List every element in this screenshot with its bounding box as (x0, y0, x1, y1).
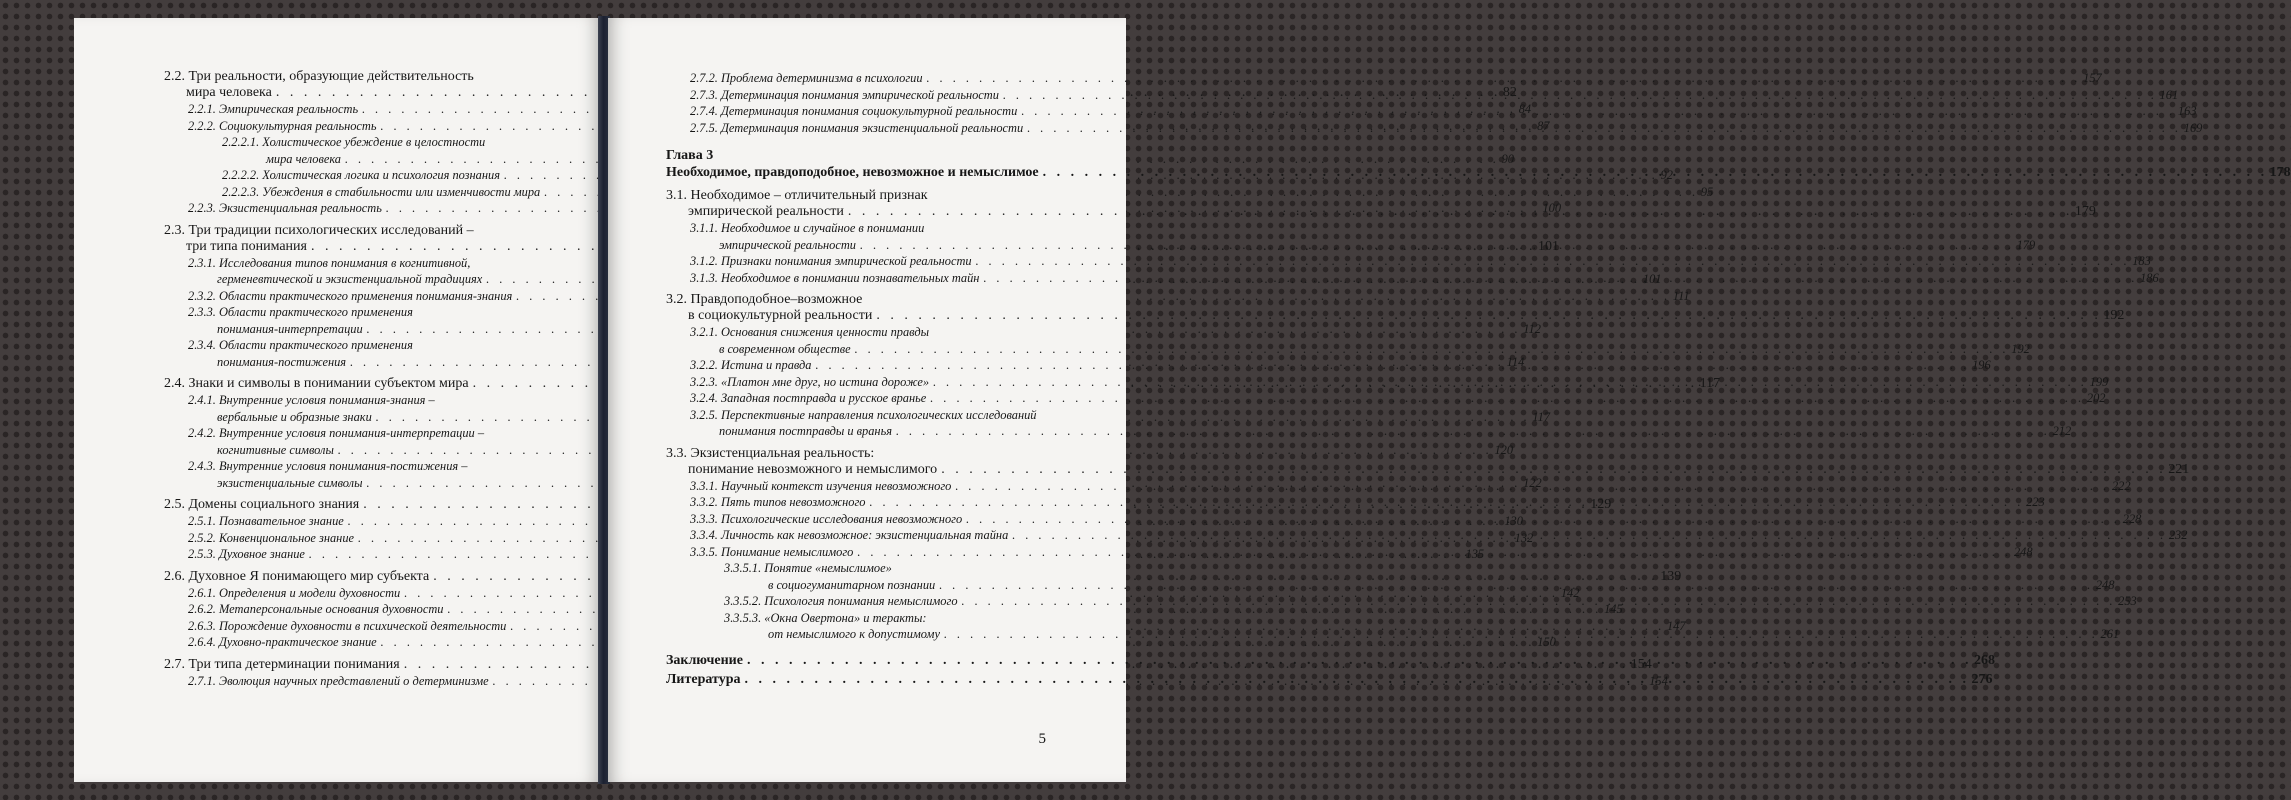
toc-page-number: 122 (1523, 475, 1542, 490)
toc-page-number: 192 (2103, 308, 2125, 323)
toc-entry-line-wrap (724, 560, 1096, 577)
leader-dots (870, 494, 2025, 511)
toc-entry-title: 2.4.3. Внутренние условия понимания-постижения – (188, 459, 468, 473)
toc-entry-title: 3.3.5.2. Психология понимания немыслимого (724, 594, 958, 608)
toc-entry-title: 3.2.1. Основания снижения ценности правды (690, 325, 929, 339)
toc-entry-title: 2.7. Три типа детерминации понимания (164, 656, 400, 672)
toc-entry-title: 3.1.1. Необходимое и случайное в понимании (690, 221, 925, 235)
toc-entry-line-wrap (666, 446, 1096, 462)
toc-entry-title: 2.2. Три реальности, образующие действительность (164, 69, 474, 84)
toc-entry-sub (666, 253, 2151, 270)
chapter-label: Глава 3 (666, 148, 714, 163)
toc-entry-title: 2.2.1. Эмпирическая реальность (188, 102, 359, 116)
toc-entry-line-wrap (690, 407, 1096, 424)
toc-page-number: 139 (1660, 568, 1682, 584)
toc-entry-sub (666, 390, 2106, 407)
toc-page-number: 196 (1972, 358, 1991, 372)
toc-page-number: 117 (1532, 409, 1551, 424)
toc-entry-title: эмпирической реальности (688, 204, 844, 219)
page-number: 5 (1038, 731, 1046, 747)
toc-entry-title: 3.3.5.1. Понятие «немыслимое» (724, 561, 892, 575)
chapter-page-number: 178 (2269, 165, 2291, 180)
toc-entry-line-wrap (690, 220, 1096, 237)
toc-entry-line-wrap (188, 392, 652, 409)
toc-entry-line (690, 341, 2030, 358)
toc-entry-title: экзистенциальные символы (217, 475, 363, 490)
toc-page-number: 202 (2086, 391, 2106, 405)
toc-page-number: 253 (2118, 594, 2137, 608)
leader-dots (1027, 120, 2182, 137)
toc-page-number: 179 (2016, 237, 2036, 252)
toc-entry-title: 3.1. Необходимое – отличительный признак (666, 188, 928, 203)
toc-page-number: 142 (1560, 585, 1580, 600)
toc-entry-title: 2.2.2. Социокультурная реальность (188, 118, 377, 133)
toc-entry-title: 2.5.1. Познавательное знание (188, 514, 344, 528)
leader-dots (939, 577, 2094, 594)
toc-entry-title: мира человека (186, 85, 272, 100)
toc-entry-title: 2.2.2.3. Убеждения в стабильности или изменчивости мира (222, 184, 541, 199)
toc-page-number: 101 (1537, 238, 1559, 254)
toc-entry-line-wrap (666, 188, 1096, 204)
toc-entry-line (690, 253, 2151, 270)
toc-entry-line-wrap (188, 304, 652, 321)
toc-entry-title: три типа понимания (186, 238, 307, 254)
toc-page-number: 169 (2183, 120, 2203, 135)
leader-dots (855, 341, 2010, 358)
toc-entry-title: 3.2. Правдоподобное–возможное (666, 292, 863, 307)
leader-dots (816, 357, 1971, 374)
toc-entry-line-wrap (222, 134, 652, 151)
toc-page-number: 179 (2074, 204, 2096, 219)
toc-page-number: 222 (2111, 478, 2131, 493)
toc-entry-title: 3.2.3. «Платон мне друг, но истина дороже» (690, 374, 930, 389)
toc-entry-line-wrap (164, 69, 652, 85)
toc-entry-title: от немыслимого к допустимому (768, 627, 940, 641)
toc-entry-title: в социогуманитарном познании (768, 577, 936, 592)
toc-page-number: 232 (2168, 528, 2188, 542)
toc-entry-title: 2.6.4. Духовно-практическое знание (188, 635, 377, 649)
toc-entry-line-wrap (164, 223, 652, 239)
toc-entry-title: 2.3.1. Исследования типов понимания в когнитивной, (188, 255, 471, 270)
toc-page-number: 117 (1699, 376, 1721, 391)
toc-entry-title: 2.2.3. Экзистенциальная реальность (188, 201, 382, 215)
toc-entry-title: 2.5.3. Духовное знание (188, 547, 305, 561)
leader-dots (745, 670, 1970, 689)
toc-entry-title: когнитивные символы (217, 442, 334, 457)
toc-page-number: 268 (1973, 652, 1995, 668)
leader-dots (944, 626, 2099, 643)
toc-entry-title: 2.3.4. Области практического применения (188, 338, 413, 352)
toc-page-number: 101 (1642, 272, 1662, 286)
toc-entry-line-wrap (188, 458, 652, 475)
toc-page-number: 199 (2089, 374, 2109, 389)
toc-entry-line-wrap (188, 255, 652, 272)
toc-entry-title: 2.7.3. Детерминация понимания эмпирической реальности (690, 87, 999, 102)
toc-entry-line-wrap (188, 425, 652, 442)
toc-page-number: 129 (1590, 497, 1612, 512)
toc-entry-title: 3.3.5.3. «Окна Овертона» и теракты: (724, 610, 927, 625)
toc-entry-line-wrap (690, 324, 1096, 341)
toc-page-number: 161 (2159, 87, 2179, 102)
toc-entry-title: 2.6. Духовное Я понимающего мир субъекта (164, 568, 430, 584)
toc-page-number: 223 (2026, 495, 2045, 509)
toc-entry-title: 3.3.1. Научный контекст изучения невозможного (690, 478, 952, 493)
toc-page-number: 157 (2083, 71, 2102, 85)
toc-page-number: 154 (1630, 656, 1652, 672)
leader-dots (962, 593, 2117, 610)
toc-page-number: 130 (1504, 514, 1523, 528)
leader-dots (1003, 87, 2158, 104)
toc-page-number: 261 (2100, 627, 2120, 641)
toc-entry-line (666, 461, 2190, 478)
toc-page-number: 132 (1514, 530, 1534, 545)
toc-page-number: 120 (1494, 442, 1514, 457)
toc-page-number: 114 (1506, 354, 1525, 369)
toc-page-number: 145 (1604, 602, 1623, 616)
leader-dots (966, 511, 2121, 528)
toc-entry-line-wrap (724, 610, 1096, 627)
leader-dots (896, 423, 2051, 440)
toc-entry-title: 2.4. Знаки и символы в понимании субъектом мира (164, 376, 469, 391)
toc-entry-sub (666, 70, 2102, 87)
toc-entry-title: 2.5.2. Конвенциональное знание (188, 530, 355, 545)
toc-page-number: 82 (1502, 85, 1517, 100)
toc-page-number: 276 (1971, 671, 1993, 687)
leader-dots (933, 374, 2088, 391)
toc-page-number: 228 (2122, 511, 2142, 526)
toc-entry-title: 3.3.4. Личность как невозможное: экзистенциальная тайна (690, 528, 1009, 542)
toc-entry-title: 3.2.5. Перспективные направления психологических исследований (690, 407, 1037, 422)
toc-page-number: 87 (1537, 118, 1550, 133)
toc-page-number: 84 (1518, 102, 1532, 116)
toc-entry-title: эмпирической реальности (719, 237, 856, 252)
toc-entry-title: 2.7.1. Эволюция научных представлений о детерминизме (188, 673, 489, 688)
leader-dots (857, 544, 2012, 561)
toc-entry-title: Заключение (666, 652, 743, 668)
toc-entry-title: 2.7.5. Детерминация понимания экзистенциальной реальности (690, 120, 1024, 135)
toc-entry-title: 2.5. Домены социального знания (164, 497, 360, 512)
toc-page-number: 150 (1537, 635, 1556, 649)
toc-page-number: 248 (2095, 577, 2115, 592)
leader-dots (930, 390, 2085, 407)
toc-page-number: 192 (2011, 341, 2030, 356)
toc-page-number: 135 (1465, 547, 1485, 561)
toc-page-number: 112 (1523, 321, 1541, 336)
toc-page-number: 100 (1542, 201, 1562, 215)
toc-entry-title: 3.1.2. Признаки понимания эмпирической реальности (690, 254, 972, 268)
toc-entry-line-wrap (666, 292, 1096, 308)
toc-entry-title: 2.2.2.2. Холистическая логика и психология познания (222, 168, 500, 182)
toc-entry-title: 3.3.2. Пять типов невозможного (690, 495, 866, 509)
toc-page-number: 183 (2132, 254, 2151, 268)
toc-page-number: 111 (1672, 288, 1690, 303)
leader-dots (976, 253, 2131, 270)
leader-dots (1012, 527, 2167, 544)
toc-entry-title: понимание невозможного и немыслимого (688, 461, 938, 477)
leader-dots (927, 70, 2082, 87)
toc-entry-title: 3.2.2. Истина и правда (690, 358, 812, 372)
toc-entry-title: 2.6.1. Определения и модели духовности (188, 585, 401, 600)
toc-entry-title: Литература (666, 671, 741, 687)
leader-dots (747, 651, 1972, 670)
toc-entry-title: в социокультурной реальности (688, 308, 873, 323)
toc-entry-title: вербальные и образные знаки (217, 409, 372, 424)
toc-entry-title: в современном обществе (719, 341, 851, 356)
toc-entry-title: 2.6.3. Порождение духовности в психической деятельности (188, 618, 507, 633)
leader-dots (983, 270, 2138, 287)
toc-page-number: 248 (2013, 544, 2033, 559)
toc-entry-title: понимания-интерпретации (217, 321, 363, 336)
leader-dots (848, 204, 2073, 220)
toc-entry-title: понимания постправды и вранья (719, 424, 892, 438)
toc-page-number: 221 (2168, 461, 2190, 477)
toc-entry-line-wrap (188, 337, 652, 354)
toc-entry-title: 2.3. Три традиции психологических исследований – (164, 222, 474, 238)
toc-page-number: 90 (1501, 151, 1514, 166)
toc-entry-title: 2.4.1. Внутренние условия понимания-знания – (188, 393, 435, 407)
toc-entry-title: 3.1.3. Необходимое в понимании познавательных тайн (690, 270, 980, 285)
toc-entry-title: 2.7.4. Детерминация понимания социокультурной реальности (690, 104, 1018, 118)
toc-entry-line (666, 308, 2125, 324)
chapter-title-text: Необходимое, правдоподобное, невозможное и немыслимое (666, 165, 1039, 180)
toc-entry-title: понимания-постижения (217, 354, 347, 369)
toc-page-number: 95 (1700, 184, 1714, 199)
leader-dots (1021, 103, 2176, 120)
toc-entry-title: 3.3.3. Психологические исследования невозможного (690, 511, 963, 526)
leader-dots (876, 308, 2101, 324)
toc-entry-title: мира человека (266, 151, 342, 166)
toc-entry-title: 2.2.2.1. Холистическое убеждение в целостности (222, 135, 486, 149)
toc-entry-line (690, 423, 2072, 440)
toc-entry-title: 2.3.3. Области практического применения (188, 305, 413, 319)
toc-entry-title: герменевтической и экзистенциальной традициях (217, 272, 483, 286)
toc-entry-title: 3.3. Экзистенциальная реальность: (666, 445, 875, 461)
toc-page-number: 163 (2177, 104, 2197, 118)
toc-entry-line (690, 390, 2106, 407)
toc-page-number: 154 (1649, 673, 1668, 688)
leader-dots (860, 237, 2015, 254)
toc-entry-title: 2.6.2. Метаперсональные основания духовности (188, 602, 444, 616)
toc-page-number: 186 (2140, 270, 2159, 285)
toc-page-number: 92 (1660, 168, 1673, 182)
toc-entry-title: 2.7.2. Проблема детерминизма в психологии (690, 71, 923, 85)
toc-entry-title: 3.3.5. Понимание немыслимого (690, 544, 854, 559)
leader-dots (941, 462, 2166, 478)
toc-entry-line (690, 70, 2102, 87)
leader-dots (955, 478, 2110, 495)
toc-page-number: 212 (2052, 424, 2072, 438)
toc-entry-title: 2.3.2. Области практического применения понимания-знания (188, 288, 513, 303)
toc-page-number: 147 (1666, 618, 1686, 633)
leader-dots (1043, 164, 2268, 182)
toc-entry-title: 2.4.2. Внутренние условия понимания-интерпретации – (188, 426, 485, 440)
toc-entry-title: 3.2.4. Западная постправда и русское вранье (690, 391, 927, 405)
